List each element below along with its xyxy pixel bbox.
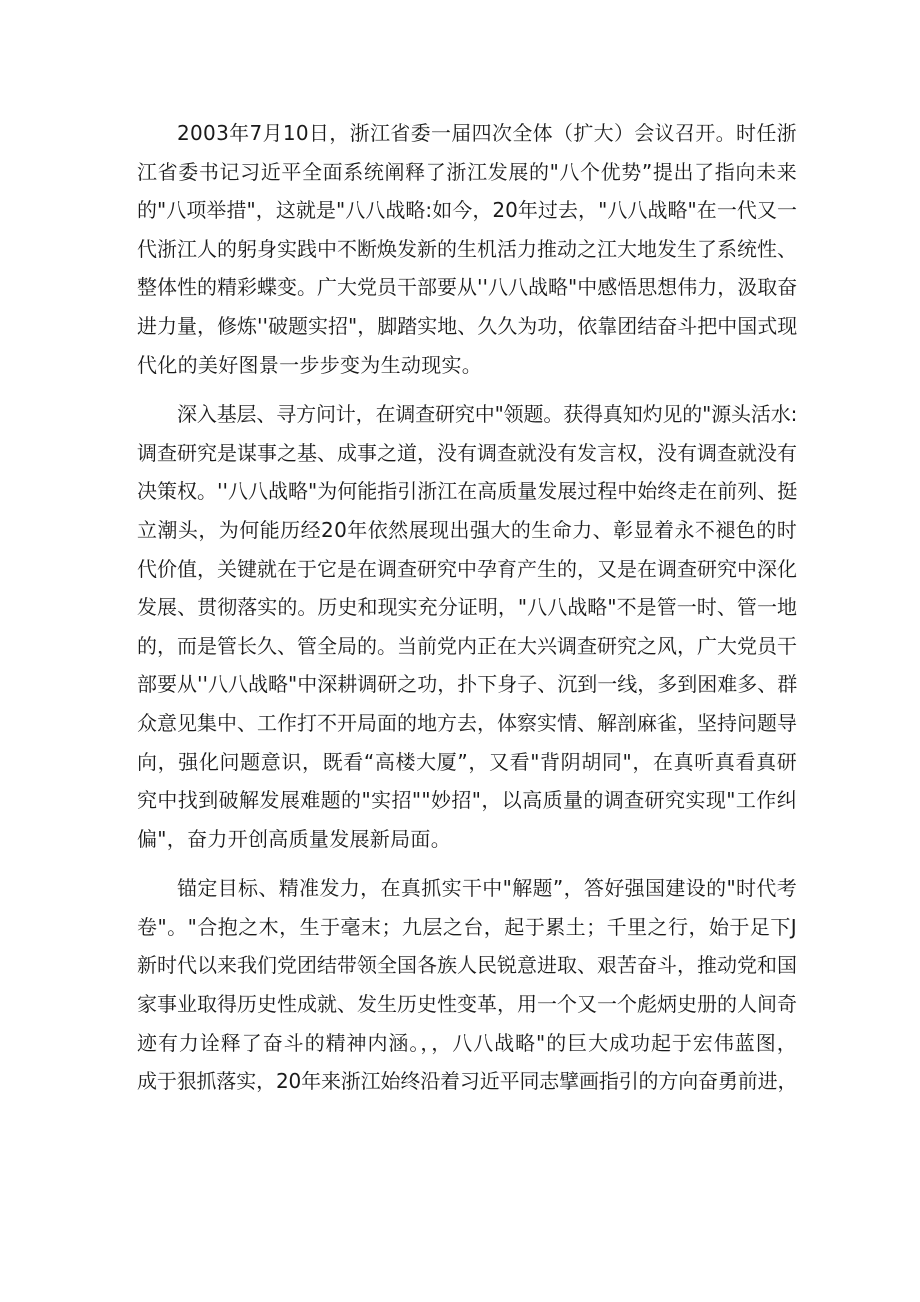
text-line: 的，而是管长久、管全局的。当前党内正在大兴调查研究之风，广大党员干 bbox=[137, 633, 797, 658]
text-line: 深入基层、寻方问计，在调查研究中"领题。获得真知灼见的"源头活水: bbox=[177, 402, 798, 427]
text-line: 卷"。"合抱之木，生于毫末；九层之台，起于累土；千里之行，始于足下J bbox=[137, 914, 797, 939]
text-line: 部要从''八八战略"中深耕调研之功，扑下身子、沉到一线，多到困难多、群 bbox=[137, 672, 798, 697]
text-line: 2003年7月10日，浙江省委一届四次全体（扩大）会议召开。时任浙 bbox=[177, 121, 797, 145]
text-line: 向，强化问题意识，既看“高楼大厦”，又看"背阴胡同"，在真听真看真研 bbox=[137, 749, 797, 774]
text-line: 发展、贯彻落实的。历史和现实充分证明，"八八战略"不是管一时、管一地 bbox=[137, 595, 797, 620]
text-line: 新时代以来我们党团结带领全国各族人民锐意进取、艰苦奋斗，推动党和国 bbox=[137, 953, 797, 978]
paragraph-3 bbox=[137, 869, 797, 1101]
text-line: 众意见集中、工作打不开局面的地方去，体察实情、解剖麻雀，坚持问题导 bbox=[137, 710, 797, 735]
text-line: 江省委书记习近平全面系统阐释了浙江发展的"八个优势”提出了指向未来 bbox=[137, 159, 797, 184]
text-line: 进力量，修炼''破题实招"，脚踏实地、久久为功，依靠团结奋斗把中国式现 bbox=[137, 313, 798, 338]
text-line: 代化的美好图景一步步变为生动现实。 bbox=[137, 352, 483, 377]
text-line: 代浙江人的躬身实践中不断焕发新的生机活力推动之江大地发生了系统性、 bbox=[137, 236, 797, 261]
paragraph-2 bbox=[137, 395, 797, 858]
text-line: 家事业取得历史性成就、发生历史性变革，用一个又一个彪炳史册的人间奇 bbox=[137, 992, 797, 1017]
text-line: 迹有力诠释了奋斗的精神内涵。，，八八战略"的巨大成功起于宏伟蓝图， bbox=[137, 1030, 797, 1055]
text-line: 调查研究是谋事之基、成事之道，没有调查就没有发言权，没有调查就没有 bbox=[137, 440, 797, 465]
text-line: 整体性的精彩蝶变。广大党员干部要从''八八战略"中感悟思想伟力，汲取奋 bbox=[137, 275, 798, 300]
text-line: 偏"，奋力开创高质量发展新局面。 bbox=[137, 826, 451, 851]
article-body bbox=[137, 114, 797, 1112]
text-line: 成于狠抓落实，20年来浙江始终沿着习近平同志擘画指引的方向奋勇前进， bbox=[137, 1069, 798, 1094]
paragraph-1 bbox=[137, 114, 797, 384]
text-line: 究中找到破解发展难题的"实招""妙招"，以高质量的调查研究实现"工作纠 bbox=[137, 788, 797, 813]
text-line: 的"八项举措"，这就是"八八战略:如今，20年过去，"八八战略"在一代又一 bbox=[137, 198, 797, 223]
text-line: 锚定目标、精准发力，在真抓实干中"解题”，答好强国建设的"时代考 bbox=[177, 876, 797, 901]
text-line: 立潮头，为何能历经20年依然展现出强大的生命力、彰显着永不褪色的时 bbox=[137, 517, 797, 542]
text-line: 决策权。''八八战略"为何能指引浙江在高质量发展过程中始终走在前列、挺 bbox=[137, 479, 798, 504]
text-line: 代价值，关键就在于它是在调查研究中孕育产生的，又是在调查研究中深化 bbox=[137, 556, 797, 581]
